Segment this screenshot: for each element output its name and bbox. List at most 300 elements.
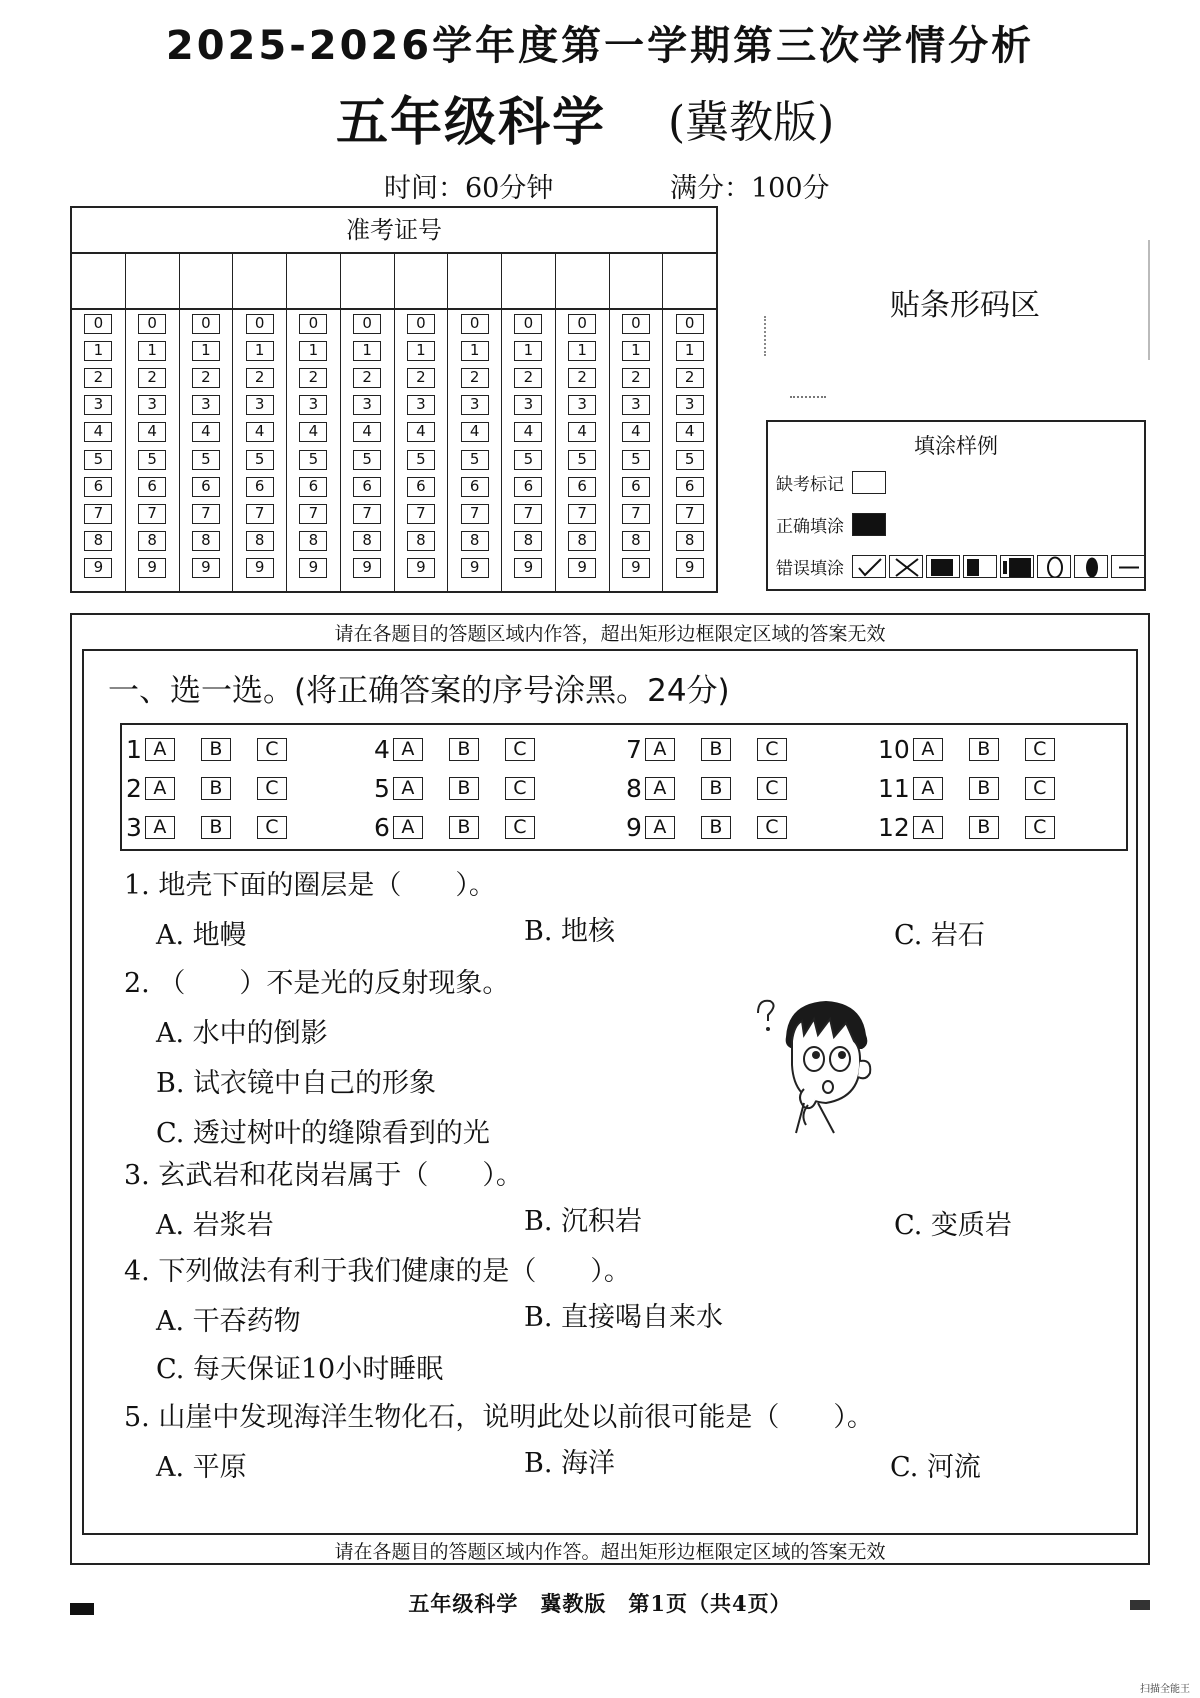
admission-digit-bubble[interactable]: 5 (461, 450, 489, 470)
question-bubble-group (626, 807, 813, 847)
admission-digit-bubble[interactable]: 4 (84, 422, 112, 442)
admission-digit-row (126, 419, 179, 446)
admission-digit-row (502, 337, 555, 364)
admission-digit-row (180, 555, 233, 582)
admission-digit-bubble[interactable]: 0 (84, 314, 112, 334)
answer-bubble-option[interactable]: C (505, 738, 535, 761)
answer-bubble-option[interactable]: C (1025, 738, 1055, 761)
dash-mark-icon (1111, 555, 1145, 578)
admission-digit-row (341, 419, 394, 446)
admission-number-write-cell[interactable] (341, 254, 394, 310)
answer-bubble-option[interactable]: B (201, 738, 231, 761)
correct-fill-label: 正确填涂 (776, 517, 844, 537)
alignment-mark (1130, 1600, 1150, 1610)
answer-bubble-option[interactable]: B (201, 777, 231, 800)
admission-digit-bubble[interactable]: 3 (246, 395, 274, 415)
admission-digit-bubble[interactable]: 7 (353, 504, 381, 524)
admission-digit-bubble[interactable]: 4 (461, 422, 489, 442)
admission-digit-bubble[interactable]: 2 (353, 368, 381, 388)
answer-bubble-option[interactable]: A (145, 777, 175, 800)
admission-digit-bubble[interactable]: 2 (568, 368, 596, 388)
answer-bubble-option[interactable]: A (913, 738, 943, 761)
admission-number-column (233, 254, 287, 591)
admission-digit-row (72, 364, 125, 391)
admission-digit-bubble[interactable]: 5 (407, 450, 435, 470)
answer-bubble-option[interactable]: B (701, 777, 731, 800)
edition-label: (冀教版) (668, 97, 835, 148)
question-1-option-b: B. 地核 (524, 916, 616, 947)
admission-digit-row (180, 310, 233, 337)
answer-area-notice-bottom: 请在各题目的答题区域内作答。超出矩形边框限定区域的答案无效 (334, 1541, 886, 1563)
admission-digit-row (610, 555, 663, 582)
admission-digit-row (126, 473, 179, 500)
admission-digit-bubble[interactable]: 5 (84, 450, 112, 470)
admission-digit-bubble[interactable]: 3 (84, 395, 112, 415)
admission-digit-bubble[interactable]: 1 (514, 341, 542, 361)
answer-bubble-option[interactable]: A (645, 738, 675, 761)
barcode-edge-mark (764, 316, 766, 356)
admission-digit-bubble[interactable]: 5 (568, 450, 596, 470)
admission-digit-bubble[interactable]: 6 (568, 477, 596, 497)
admission-digit-bubble[interactable]: 7 (138, 504, 166, 524)
answer-bubble-option[interactable]: A (913, 777, 943, 800)
admission-digit-bubble[interactable]: 5 (138, 450, 166, 470)
admission-digit-bubble[interactable]: 5 (622, 450, 650, 470)
admission-digit-row (72, 337, 125, 364)
admission-digit-bubble[interactable]: 1 (353, 341, 381, 361)
admission-digit-bubble[interactable]: 7 (246, 504, 274, 524)
question-bubble-group (126, 807, 313, 847)
admission-digit-bubble[interactable]: 3 (676, 395, 704, 415)
admission-digit-row (233, 528, 286, 555)
admission-digit-bubble[interactable]: 0 (568, 314, 596, 334)
admission-digit-bubble[interactable]: 9 (84, 558, 112, 578)
answer-bubble-option[interactable]: C (257, 738, 287, 761)
question-bubble-group (374, 768, 561, 808)
admission-digit-row (502, 528, 555, 555)
admission-digit-bubble[interactable]: 3 (192, 395, 220, 415)
admission-number-grid (70, 206, 718, 593)
question-3-option-b: B. 沉积岩 (524, 1206, 643, 1237)
admission-number-write-cell[interactable] (663, 254, 716, 310)
admission-digit-row (180, 473, 233, 500)
answer-bubble-option[interactable]: B (201, 816, 231, 839)
admission-digit-bubble[interactable]: 3 (461, 395, 489, 415)
admission-digit-bubble[interactable]: 8 (138, 531, 166, 551)
answer-bubble-option[interactable]: C (757, 777, 787, 800)
admission-number-write-cell[interactable] (502, 254, 555, 310)
admission-digit-bubble[interactable]: 6 (407, 477, 435, 497)
answer-area-notice: 请在各题目的答题区域内作答，超出矩形边框限定区域的答案无效 (334, 623, 886, 645)
admission-digit-bubble[interactable]: 1 (622, 341, 650, 361)
admission-digit-row (126, 337, 179, 364)
admission-digit-bubble[interactable]: 7 (622, 504, 650, 524)
admission-digit-row (341, 310, 394, 337)
admission-digit-row (395, 500, 448, 527)
admission-number-column (395, 254, 449, 591)
admission-digit-bubble[interactable]: 4 (246, 422, 274, 442)
admission-digit-bubble[interactable]: 9 (138, 558, 166, 578)
admission-digit-bubble[interactable]: 0 (246, 314, 274, 334)
admission-digit-bubble[interactable]: 9 (676, 558, 704, 578)
admission-digit-bubble[interactable]: 0 (138, 314, 166, 334)
admission-digit-row (556, 419, 609, 446)
admission-digit-bubble[interactable]: 2 (192, 368, 220, 388)
admission-number-column (663, 254, 716, 591)
admission-number-column (72, 254, 126, 591)
answer-bubble-option[interactable]: C (257, 777, 287, 800)
absent-mark-checkbox[interactable] (852, 471, 886, 494)
answer-bubble-option[interactable]: A (645, 816, 675, 839)
question-5-option-a: A. 平原 (156, 1452, 247, 1483)
admission-number-column (502, 254, 556, 591)
admission-digit-row (180, 392, 233, 419)
full-score: 满分：100分 (670, 173, 830, 204)
admission-digit-bubble[interactable]: 2 (407, 368, 435, 388)
question-bubble-group (878, 807, 1081, 847)
admission-number-write-cell[interactable] (126, 254, 179, 310)
admission-digit-row (502, 419, 555, 446)
admission-digit-bubble[interactable]: 3 (138, 395, 166, 415)
admission-digit-row (502, 446, 555, 473)
answer-bubble-option[interactable]: B (449, 777, 479, 800)
admission-digit-bubble[interactable]: 7 (461, 504, 489, 524)
wrong-fill-label: 错误填涂 (776, 559, 844, 579)
subject-title: 五年级科学 (336, 92, 607, 153)
admission-digit-row (556, 337, 609, 364)
admission-digit-bubble[interactable]: 4 (407, 422, 435, 442)
question-1-option-c: C. 岩石 (894, 920, 985, 951)
admission-digit-row (395, 364, 448, 391)
admission-digit-row (341, 500, 394, 527)
admission-number-write-cell[interactable] (556, 254, 609, 310)
admission-digit-row (502, 392, 555, 419)
admission-digit-bubble[interactable]: 8 (622, 531, 650, 551)
question-2-option-a: A. 水中的倒影 (156, 1018, 328, 1049)
admission-digit-bubble[interactable]: 7 (84, 504, 112, 524)
answer-bubble-option[interactable]: B (449, 738, 479, 761)
answer-bubble-option[interactable]: A (145, 738, 175, 761)
admission-digit-bubble[interactable]: 6 (299, 477, 327, 497)
question-2-option-c: C. 透过树叶的缝隙看到的光 (156, 1118, 490, 1149)
admission-digit-row (610, 500, 663, 527)
admission-digit-row (556, 364, 609, 391)
admission-digit-bubble[interactable]: 4 (138, 422, 166, 442)
question-4-stem: 4. 下列做法有利于我们健康的是（ ）。 (124, 1256, 631, 1287)
question-bubble-group (878, 768, 1081, 808)
admission-digit-bubble[interactable]: 2 (299, 368, 327, 388)
admission-number-write-cell[interactable] (448, 254, 501, 310)
admission-number-write-cell[interactable] (287, 254, 340, 310)
admission-digit-bubble[interactable]: 8 (676, 531, 704, 551)
admission-digit-bubble[interactable]: 7 (192, 504, 220, 524)
admission-digit-row (395, 392, 448, 419)
answer-bubble-option[interactable]: A (393, 816, 423, 839)
admission-digit-bubble[interactable]: 2 (246, 368, 274, 388)
admission-digit-row (233, 310, 286, 337)
admission-digit-bubble[interactable]: 9 (514, 558, 542, 578)
admission-digit-bubble[interactable]: 0 (407, 314, 435, 334)
admission-digit-row (663, 528, 716, 555)
admission-digit-row (72, 310, 125, 337)
admission-digit-row (610, 392, 663, 419)
half-fill-icon (963, 555, 997, 578)
admission-digit-row (395, 446, 448, 473)
absent-mark-row (776, 470, 889, 495)
admission-digit-row (556, 555, 609, 582)
answer-bubble-option[interactable]: A (393, 777, 423, 800)
admission-digit-bubble[interactable]: 1 (568, 341, 596, 361)
admission-digit-bubble[interactable]: 8 (299, 531, 327, 551)
admission-digit-bubble[interactable]: 6 (192, 477, 220, 497)
admission-digit-bubble[interactable]: 5 (246, 450, 274, 470)
admission-digit-bubble[interactable]: 3 (514, 395, 542, 415)
admission-digit-row (502, 555, 555, 582)
admission-digit-bubble[interactable]: 0 (299, 314, 327, 334)
admission-digit-bubble[interactable]: 4 (299, 422, 327, 442)
admission-digit-bubble[interactable]: 5 (192, 450, 220, 470)
admission-digit-row (180, 528, 233, 555)
admission-digit-bubble[interactable]: 2 (461, 368, 489, 388)
admission-digit-bubble[interactable]: 2 (676, 368, 704, 388)
admission-digit-row (663, 473, 716, 500)
admission-digit-bubble[interactable]: 6 (514, 477, 542, 497)
admission-digit-row (610, 310, 663, 337)
admission-number-column (556, 254, 610, 591)
cross-mark-icon (889, 555, 923, 578)
admission-number-columns (72, 254, 716, 591)
admission-digit-row (72, 528, 125, 555)
admission-digit-row (341, 473, 394, 500)
circle-mark-icon (1037, 555, 1071, 578)
admission-number-column (610, 254, 664, 591)
answer-bubble-option[interactable]: B (701, 816, 731, 839)
question-3-option-a: A. 岩浆岩 (156, 1210, 274, 1241)
admission-digit-bubble[interactable]: 8 (353, 531, 381, 551)
admission-digit-bubble[interactable]: 6 (622, 477, 650, 497)
admission-number-write-cell[interactable] (72, 254, 125, 310)
admission-digit-bubble[interactable]: 3 (353, 395, 381, 415)
admission-digit-bubble[interactable]: 7 (407, 504, 435, 524)
section-one-box (82, 649, 1138, 1535)
admission-digit-bubble[interactable]: 7 (568, 504, 596, 524)
admission-digit-bubble[interactable]: 0 (622, 314, 650, 334)
answer-bubble-option[interactable]: C (257, 816, 287, 839)
admission-digit-row (663, 446, 716, 473)
admission-digit-row (556, 392, 609, 419)
admission-digit-bubble[interactable]: 8 (514, 531, 542, 551)
admission-digit-bubble[interactable]: 0 (461, 314, 489, 334)
question-5-stem: 5. 山崖中发现海洋生物化石，说明此处以前很可能是（ ）。 (124, 1402, 874, 1433)
admission-digit-bubble[interactable]: 9 (407, 558, 435, 578)
bubble-row (122, 807, 1126, 847)
admission-digit-bubble[interactable]: 5 (676, 450, 704, 470)
answer-bubble-option[interactable]: C (505, 777, 535, 800)
scanner-watermark: 扫描全能王 (1140, 1684, 1190, 1695)
admission-digit-bubble[interactable]: 8 (84, 531, 112, 551)
bubble-question-number: 11 (878, 773, 910, 803)
admission-digit-row (72, 500, 125, 527)
admission-digit-bubble[interactable]: 0 (192, 314, 220, 334)
admission-digit-bubble[interactable]: 4 (353, 422, 381, 442)
admission-digit-bubble[interactable]: 6 (461, 477, 489, 497)
admission-digit-row (341, 337, 394, 364)
admission-digit-row (610, 419, 663, 446)
answer-bubble-option[interactable]: C (1025, 816, 1055, 839)
admission-digit-row (556, 473, 609, 500)
admission-number-write-cell[interactable] (395, 254, 448, 310)
admission-digit-bubble[interactable]: 1 (138, 341, 166, 361)
admission-digit-bubble[interactable]: 6 (84, 477, 112, 497)
bubble-question-number: 3 (126, 812, 142, 842)
section-title: 一、选一选。(将正确答案的序号涂黑。24分) (108, 673, 730, 709)
admission-digit-row (126, 528, 179, 555)
admission-digit-bubble[interactable]: 4 (514, 422, 542, 442)
admission-digit-bubble[interactable]: 0 (514, 314, 542, 334)
admission-number-write-cell[interactable] (180, 254, 233, 310)
admission-digit-bubble[interactable]: 7 (676, 504, 704, 524)
answer-bubble-option[interactable]: B (969, 816, 999, 839)
admission-digit-bubble[interactable]: 2 (622, 368, 650, 388)
correct-fill-row (776, 512, 889, 537)
answer-bubble-option[interactable]: A (645, 777, 675, 800)
wrong-fill-row (776, 554, 1148, 579)
correct-fill-example (852, 513, 886, 536)
admission-digit-bubble[interactable]: 4 (568, 422, 596, 442)
admission-digit-row (448, 473, 501, 500)
admission-digit-bubble[interactable]: 1 (246, 341, 274, 361)
admission-digit-bubble[interactable]: 8 (407, 531, 435, 551)
admission-digit-row (287, 392, 340, 419)
bubble-row (122, 768, 1126, 808)
admission-digit-row (395, 419, 448, 446)
admission-digit-bubble[interactable]: 5 (514, 450, 542, 470)
admission-digit-bubble[interactable]: 9 (568, 558, 596, 578)
admission-digit-bubble[interactable]: 3 (407, 395, 435, 415)
admission-digit-bubble[interactable]: 0 (353, 314, 381, 334)
answer-bubble-option[interactable]: A (145, 816, 175, 839)
admission-digit-bubble[interactable]: 3 (622, 395, 650, 415)
admission-digit-bubble[interactable]: 9 (192, 558, 220, 578)
admission-digit-bubble[interactable]: 8 (192, 531, 220, 551)
admission-digit-bubble[interactable]: 3 (568, 395, 596, 415)
absent-mark-label: 缺考标记 (776, 475, 844, 495)
admission-digit-bubble[interactable]: 2 (84, 368, 112, 388)
admission-digit-bubble[interactable]: 4 (622, 422, 650, 442)
admission-digit-bubble[interactable]: 1 (461, 341, 489, 361)
question-1-option-a: A. 地幔 (156, 920, 247, 951)
answer-bubble-option[interactable]: B (449, 816, 479, 839)
question-4-option-b: B. 直接喝自来水 (524, 1302, 724, 1333)
admission-number-write-cell[interactable] (233, 254, 286, 310)
admission-digit-bubble[interactable]: 9 (299, 558, 327, 578)
admission-digit-bubble[interactable]: 5 (299, 450, 327, 470)
admission-digit-bubble[interactable]: 4 (192, 422, 220, 442)
admission-digit-bubble[interactable]: 1 (192, 341, 220, 361)
admission-digit-row (556, 446, 609, 473)
admission-digit-row (448, 392, 501, 419)
admission-digit-bubble[interactable]: 0 (676, 314, 704, 334)
admission-digit-bubble[interactable]: 4 (676, 422, 704, 442)
admission-digit-bubble[interactable]: 9 (353, 558, 381, 578)
answer-bubble-option[interactable]: C (757, 738, 787, 761)
bubble-question-number: 7 (626, 734, 642, 764)
answer-bubble-option[interactable]: B (701, 738, 731, 761)
answer-bubble-option[interactable]: A (393, 738, 423, 761)
admission-digit-bubble[interactable]: 6 (246, 477, 274, 497)
admission-digit-bubble[interactable]: 9 (461, 558, 489, 578)
admission-digit-row (126, 364, 179, 391)
admission-digit-bubble[interactable]: 3 (299, 395, 327, 415)
admission-digit-bubble[interactable]: 8 (246, 531, 274, 551)
time-limit: 时间：60分钟 (384, 173, 554, 204)
question-3-option-c: C. 变质岩 (894, 1210, 1012, 1241)
question-2-stem: 2. （ ）不是光的反射现象。 (124, 968, 510, 999)
admission-digit-bubble[interactable]: 1 (299, 341, 327, 361)
admission-digit-bubble[interactable]: 2 (138, 368, 166, 388)
admission-digit-bubble[interactable]: 7 (514, 504, 542, 524)
answer-bubble-option[interactable]: B (969, 738, 999, 761)
bubble-question-number: 2 (126, 773, 142, 803)
exam-title: 2025-2026学年度第一学期第三次学情分析 (165, 23, 1035, 69)
admission-digit-row (448, 310, 501, 337)
answer-area (70, 613, 1150, 1565)
admission-digit-row (233, 392, 286, 419)
admission-digit-row (502, 473, 555, 500)
answer-bubble-option[interactable]: A (913, 816, 943, 839)
admission-digit-bubble[interactable]: 8 (461, 531, 489, 551)
page-footer: 五年级科学 冀教版 第1页（共4页） (408, 1591, 792, 1616)
admission-digit-row (448, 337, 501, 364)
admission-digit-row (180, 419, 233, 446)
admission-digit-bubble[interactable]: 1 (676, 341, 704, 361)
admission-digit-bubble[interactable]: 6 (353, 477, 381, 497)
question-4-option-c: C. 每天保证10小时睡眠 (156, 1354, 444, 1385)
admission-digit-row (663, 392, 716, 419)
partial-fill-icon (926, 555, 960, 578)
answer-bubble-option[interactable]: C (757, 816, 787, 839)
check-mark-icon (852, 555, 886, 578)
admission-digit-row (556, 500, 609, 527)
admission-digit-bubble[interactable]: 6 (676, 477, 704, 497)
admission-digit-bubble[interactable]: 1 (407, 341, 435, 361)
admission-digit-row (287, 337, 340, 364)
admission-digit-bubble[interactable]: 6 (138, 477, 166, 497)
admission-digit-row (663, 337, 716, 364)
dot-fill-icon (1074, 555, 1108, 578)
answer-bubble-option[interactable]: C (1025, 777, 1055, 800)
admission-digit-bubble[interactable]: 9 (622, 558, 650, 578)
admission-digit-row (663, 500, 716, 527)
admission-digit-row (233, 555, 286, 582)
admission-digit-row (180, 337, 233, 364)
admission-digit-row (72, 555, 125, 582)
answer-bubble-option[interactable]: B (969, 777, 999, 800)
admission-digit-bubble[interactable]: 2 (514, 368, 542, 388)
admission-digit-row (341, 392, 394, 419)
admission-digit-row (287, 473, 340, 500)
admission-digit-row (663, 310, 716, 337)
admission-digit-row (287, 446, 340, 473)
admission-digit-bubble[interactable]: 5 (353, 450, 381, 470)
admission-digit-bubble[interactable]: 1 (84, 341, 112, 361)
admission-digit-bubble[interactable]: 9 (246, 558, 274, 578)
admission-number-write-cell[interactable] (610, 254, 663, 310)
admission-digit-bubble[interactable]: 8 (568, 531, 596, 551)
thinking-boy-illustration (744, 985, 894, 1135)
admission-digit-bubble[interactable]: 7 (299, 504, 327, 524)
answer-bubble-option[interactable]: C (505, 816, 535, 839)
